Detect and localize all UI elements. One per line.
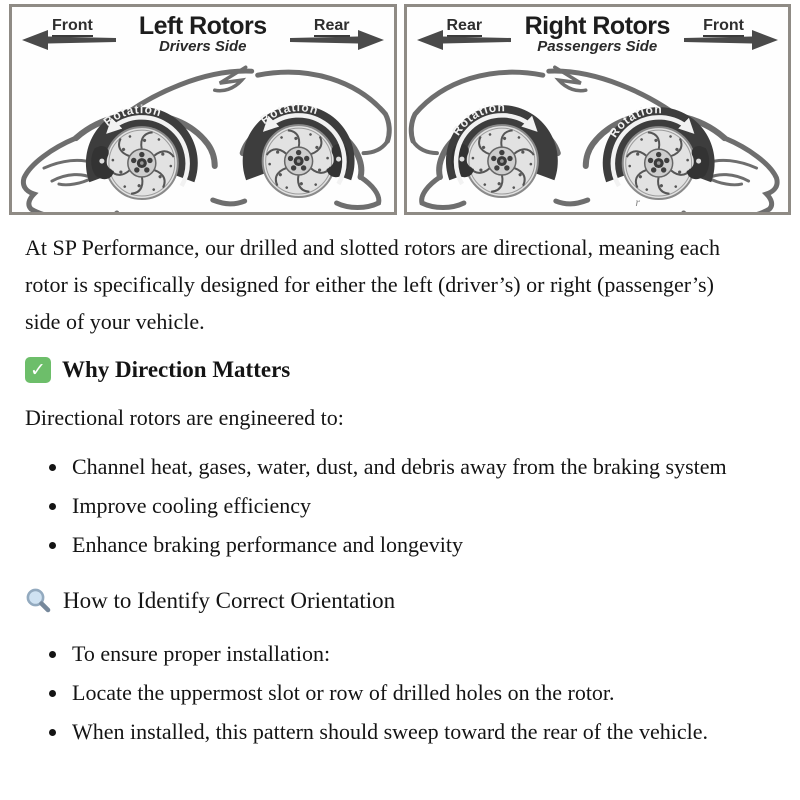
panel-subtitle: Drivers Side — [158, 38, 247, 56]
front-label: Front — [52, 17, 93, 37]
left-car-illustration — [12, 54, 394, 212]
list-item: • Channel heat, gases, water, dust, and debris away from the braking system — [69, 449, 759, 485]
section-heading-why-direction-matters — [25, 357, 775, 383]
right-car-illustration — [407, 54, 789, 212]
rear-label: Rear — [314, 17, 350, 37]
section2-title: How to Identify Correct Orientation — [63, 587, 396, 613]
rotation-label: Rotation — [257, 100, 321, 127]
article-body — [0, 215, 800, 782]
rotation-label: Rotation — [100, 102, 164, 129]
section1-lead: Directional rotors are engineered to: — [25, 404, 344, 430]
panel-title: Right Rotors — [524, 12, 670, 40]
rear-label: Rear — [447, 17, 483, 37]
list-item: • Locate the uppermost slot or row of drilled holes on the rotor. — [69, 675, 759, 711]
right-arrow-icon — [680, 30, 778, 50]
intro-paragraph: At SP Performance, our drilled and slotted rotors are directional, meaning each rotor is specifically designed for either the left (driver’s) or right (passenger’s) side of your vehicle. — [25, 235, 721, 334]
rear-direction-label — [286, 17, 384, 51]
magnifying-glass-icon — [25, 587, 52, 614]
panel-subtitle: Passengers Side — [537, 38, 658, 56]
left-rotors-panel — [9, 4, 397, 215]
right-rotors-panel — [404, 4, 792, 215]
orientation-steps-list — [25, 636, 759, 750]
list-item: • Enhance braking performance and longevity — [69, 527, 759, 563]
list-item: • Improve cooling efficiency — [69, 488, 759, 524]
check-mark-icon: ✓ — [25, 357, 51, 383]
list-item: • To ensure proper installation: — [69, 636, 759, 672]
rotation-label: Rotation — [605, 102, 663, 141]
benefits-list — [25, 449, 759, 563]
front-label: Front — [703, 17, 744, 37]
rotation-label: Rotation — [448, 100, 506, 139]
front-direction-label — [680, 17, 778, 51]
section-heading-identify-orientation — [25, 587, 775, 614]
rotor-direction-diagram — [0, 0, 800, 215]
panel-title: Left Rotors — [138, 12, 267, 40]
right-arrow-icon — [286, 30, 384, 50]
stray-scan-mark: r — [635, 195, 641, 209]
list-item: • When installed, this pattern should sweep toward the rear of the vehicle. — [69, 714, 759, 750]
section1-title: Why Direction Matters — [62, 356, 291, 382]
